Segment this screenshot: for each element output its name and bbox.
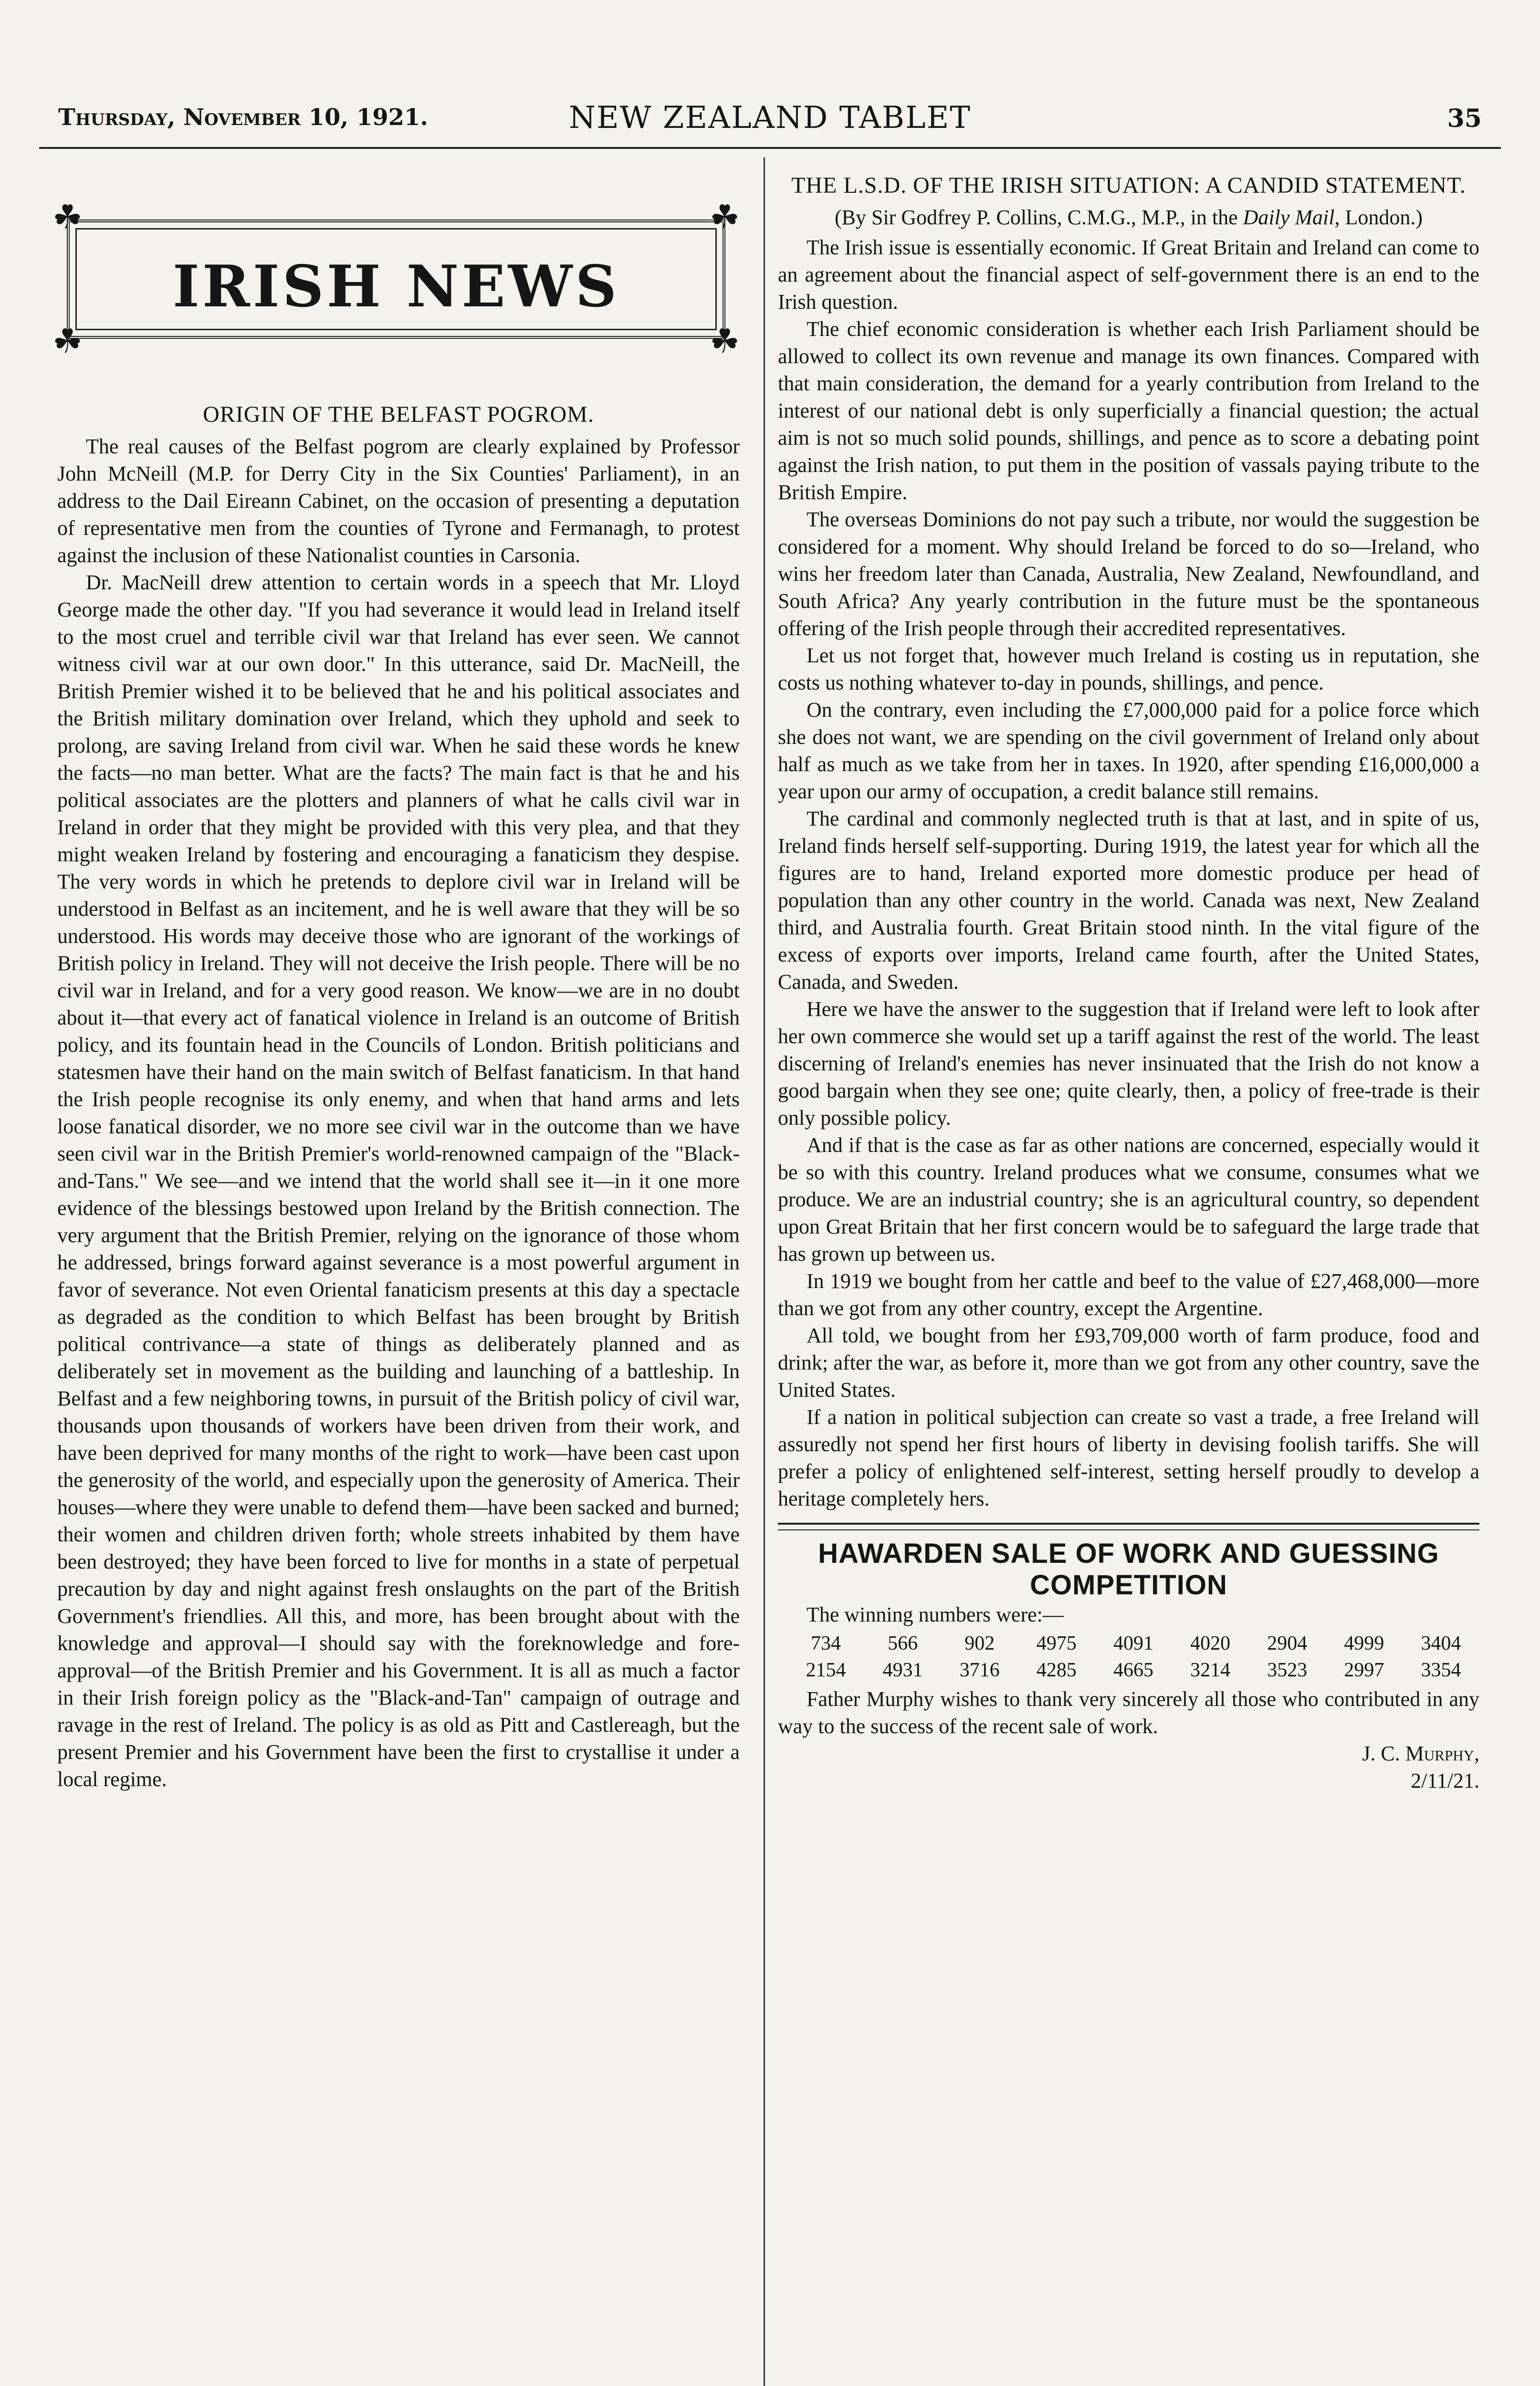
hawarden-title xyxy=(778,1538,1479,1601)
winning-number: 902 xyxy=(964,1633,995,1654)
shamrock-icon: ☘ xyxy=(710,322,740,361)
byline xyxy=(778,204,1479,231)
article-paragraph: The cardinal and commonly neglected truth is that at last, and in spite of us, Ireland finds herself self-supporting. During 1919, the latest year for which all the figures are to hand, Ireland exported more domestic produce per head of population than any other country in the world. Canada was next, New Zealand third, and Australia fourth. Great Britain stood ninth. In the vital figure of the excess of exports over imports, Ireland came fourth, after the United States, Canada, and Sweden. xyxy=(778,807,1479,994)
header-rule xyxy=(39,147,1501,149)
right-column xyxy=(778,172,1479,1794)
article-paragraph: All told, we bought from her £93,709,000 worth of farm produce, food and drink; after the war, as before it, more than we got from any other country, save the United States. xyxy=(778,1324,1479,1402)
irish-news-banner xyxy=(52,198,740,361)
column-divider xyxy=(764,157,765,2386)
winning-number: 2154 xyxy=(806,1659,846,1681)
banner-title: IRISH NEWS xyxy=(172,253,620,320)
winning-number: 734 xyxy=(811,1633,841,1654)
hawarden-intro: The winning numbers were:— xyxy=(807,1603,1064,1626)
section-rule xyxy=(778,1523,1479,1530)
article-paragraph: In 1919 we bought from her cattle and beef to the value of £27,468,000—more than we got from any other country, except the Argentine. xyxy=(778,1269,1479,1320)
winning-number: 566 xyxy=(888,1633,918,1654)
page-header xyxy=(39,100,1501,143)
winning-number: 4931 xyxy=(882,1659,923,1681)
byline-source: Daily Mail xyxy=(1243,206,1335,229)
article-paragraph: Here we have the answer to the suggestion that if Ireland were left to look after her own commerce she would set up a tariff against the rest of the world. The least discerning of Ireland's enemies has never insinuated that the Irish do not know a good bargain when they see one; quite clearly, then, a policy of free-trade is their only possible policy. xyxy=(778,997,1479,1130)
winning-number: 3354 xyxy=(1421,1659,1461,1681)
page-number: 35 xyxy=(1447,104,1482,133)
winning-numbers xyxy=(787,1630,1479,1684)
article-paragraph: On the contrary, even including the £7,000,000 paid for a police force which she does not want, we are spending on the civil government of Ireland only about half as much as we take from her in taxes. In 1920, after spending £16,000,000 a year upon our army of occupation, a credit balance still remains. xyxy=(778,698,1479,803)
winning-number: 3214 xyxy=(1190,1659,1231,1681)
byline-text: (By Sir Godfrey P. Collins, C.M.G., M.P., in the xyxy=(834,206,1243,229)
signature-date: 2/11/21. xyxy=(1411,1769,1479,1792)
signature: J. C. Murphy, xyxy=(1362,1742,1479,1765)
hawarden-title-line: HAWARDEN SALE OF WORK AND GUESSING xyxy=(818,1538,1439,1569)
article-paragraph: The chief economic consideration is whether each Irish Parliament should be allowed to collect its own revenue and manage its own finances. Compared with that main consideration, the demand for a yearly contribution from Ireland to the interest of our national debt is only superficially a financial question; the actual aim is not so much solid pounds, shillings, and pence as to score a debating point against the Irish nation, to put them in the position of vassals paying tribute to the British Empire. xyxy=(778,317,1479,504)
issue-date: Thursday, November 10, 1921. xyxy=(58,104,429,131)
shamrock-icon: ☘ xyxy=(52,322,83,361)
winning-number: 2904 xyxy=(1267,1633,1308,1654)
masthead-title: NEW ZEALAND TABLET xyxy=(569,100,971,136)
lsd-heading: THE L.S.D. OF THE IRISH SITUATION: A CANDID STATEMENT. xyxy=(791,173,1466,198)
left-column xyxy=(57,401,740,1793)
winning-number: 4665 xyxy=(1113,1659,1153,1681)
winning-number: 4091 xyxy=(1113,1633,1153,1654)
hawarden-thanks: Father Murphy wishes to thank very sincerely all those who contributed in any way to the success of the recent sale of work. xyxy=(778,1687,1479,1738)
article-paragraph: The overseas Dominions do not pay such a tribute, nor would the suggestion be considered for a moment. Why should Ireland be forced to do so—Ireland, who wins her freedom later than Canada, Australia, New Zealand, Newfoundland, and South Africa? Any yearly contribution in the future must be the spontaneous offering of the Irish people through their accredited representatives. xyxy=(778,508,1479,640)
article-paragraph: The Irish issue is essentially economic. If Great Britain and Ireland can come to an agreement about the financial aspect of self-government there is an end to the Irish question. xyxy=(778,236,1479,314)
belfast-heading: ORIGIN OF THE BELFAST POGROM. xyxy=(203,402,594,427)
byline-text: , London.) xyxy=(1334,206,1423,229)
article-paragraph: If a nation in political subjection can create so vast a trade, a free Ireland will assuredly not spend her first hours of liberty in devising foolish tariffs. She will prefer a policy of enlightened self-interest, setting herself proudly to develop a heritage completely hers. xyxy=(778,1405,1479,1510)
winning-number: 4020 xyxy=(1190,1633,1231,1654)
article-paragraph: Dr. MacNeill drew attention to certain words in a speech that Mr. Lloyd George made the other day. "If you had severance it would lead in Ireland itself to the most cruel and terrible civil war that Ireland has ever seen. We cannot witness civil war at our own door." In this utterance, said Dr. MacNeill, the British Premier wished it to be believed that he and his political associates and the British military domination over Ireland, which they uphold and seek to prolong, are saving Ireland from civil war. When he said these words he knew the facts—no man better. What are the facts? The main fact is that he and his political associates are the plotters and planners of what he calls civil war in Ireland in order that they might be provided with this very plea, and that they might weaken Ireland by fostering and encouraging a fanaticism they despise. The very words in which he pretends to deplore civil war in Ireland will be understood in Belfast as an incitement, and he is well aware that they will be so understood. His words may deceive those who are ignorant of the workings of British policy in Ireland. They will not deceive the Irish people. There will be no civil war in Ireland, and for a very good reason. We know—we are in no doubt about it—that every act of fanatical violence in Ireland is an outcome of British policy, and its fountain head in the Councils of London. British politicians and statesmen have their hand on the main switch of Belfast fanaticism. In that hand the Irish people recognise its only enemy, and when that hand arms and lets loose fanatical disorder, we no more see civil war in the outcome than we have seen civil war in the British Premier's world-renowned campaign of the "Black-and-Tans." We see—and we intend that the world shall see it—in it one more evidence of the blessings bestowed upon Ireland by the British connection. The very argument that the British Premier, relying on the ignorance of those whom he addressed, brings forward against severance is a most powerful argument in favor of severance. Not even Oriental fanaticism presents at this day a spectacle as degraded as the condition to which Belfast has been brought by British political contrivance—a state of things as deliberately planned and as deliberately set in movement as the building and launching of a battleship. In Belfast and a few neighboring towns, in pursuit of the British policy of civil war, thousands upon thousands of workers have been driven from their work, and have been deprived for many months of the right to work—have been cast upon the generosity of the world, and especially upon the generosity of America. Their houses—where they were unable to defend them—have been sacked and burned; their women and children driven forth; whole streets inhabited by them have been destroyed; they have been forced to live for months in a state of perpetual precaution by day and night against fresh onslaughts on the part of the British Government's friendlies. All this, and more, has been brought about with the knowledge and approval—I should say with the foreknowledge and fore-approval—of the British Premier and his Government. It is all as much a factor in their Irish foreign policy as the "Black-and-Tan" campaign of outrage and ravage in the rest of Ireland. The policy is as old as Pitt and Castlereagh, but the present Premier and his Government have been the first to crystallise it under a local regime. xyxy=(57,571,740,1791)
winning-number: 4285 xyxy=(1036,1659,1077,1681)
article-paragraph: Let us not forget that, however much Ireland is costing us in reputation, she costs us nothing whatever to-day in pounds, shillings, and pence. xyxy=(778,644,1479,694)
shamrock-icon: ☘ xyxy=(710,198,740,237)
winning-number: 2997 xyxy=(1344,1659,1384,1681)
hawarden-title-line: COMPETITION xyxy=(1030,1570,1227,1601)
winning-number: 3523 xyxy=(1267,1659,1308,1681)
article-paragraph: And if that is the case as far as other nations are concerned, especially would it be so with this country. Ireland produces what we consume, consumes what we produce. We are an industrial country; she is an agricultural country, so dependent upon Great Britain that her first concern would be to safeguard the large trade that has grown up between us. xyxy=(778,1133,1479,1266)
winning-number: 4999 xyxy=(1344,1633,1384,1654)
winning-number: 4975 xyxy=(1036,1633,1077,1654)
article-paragraph: The real causes of the Belfast pogrom are clearly explained by Professor John McNeill (M.P. for Derry City in the Six Counties' Parliament), in an address to the Dail Eireann Cabinet, on the occasion of presenting a deputation of representative men from the counties of Tyrone and Fermanagh, to protest against the inclusion of these Nationalist counties in Carsonia. xyxy=(57,435,740,567)
shamrock-icon: ☘ xyxy=(52,198,83,237)
winning-number: 3404 xyxy=(1421,1633,1461,1654)
winning-number: 3716 xyxy=(959,1659,1000,1681)
